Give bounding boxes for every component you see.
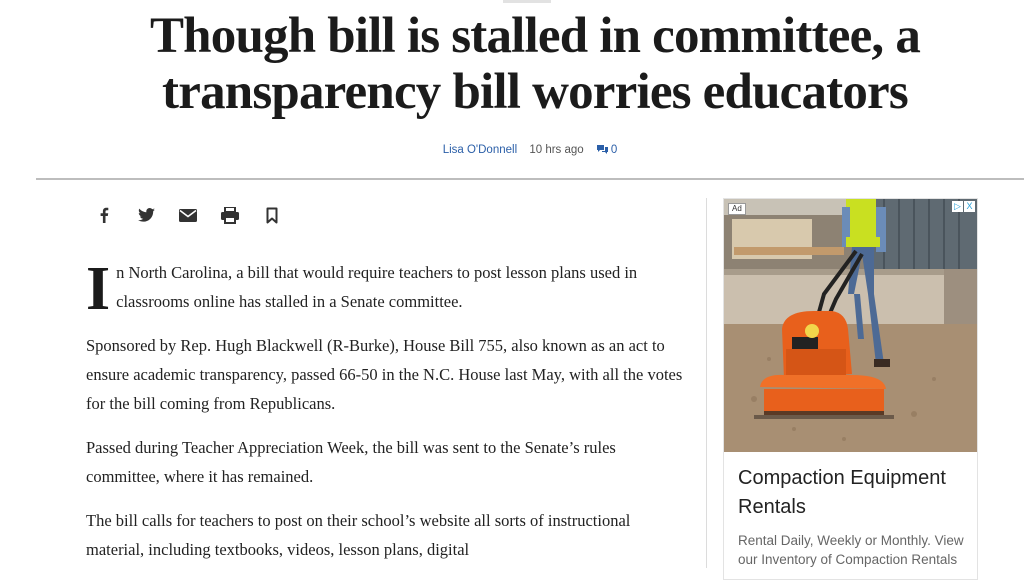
paragraph-text: n North Carolina, a bill that would require teachers to post lesson plans used in classrooms online has stalled in a Senate committee. <box>116 263 638 311</box>
byline <box>0 144 1024 156</box>
drop-cap: I <box>86 255 111 323</box>
column-divider <box>706 198 707 568</box>
article-paragraph: The bill calls for teachers to post on their school’s website all sorts of instructional material, including textbooks, videos, lesson plans, digital <box>86 511 631 559</box>
comment-count: 0 <box>610 144 618 156</box>
comment-icon <box>596 144 609 154</box>
article-headline: Though bill is stalled in committee, a transparency bill worries educators <box>149 8 921 120</box>
ad-title[interactable]: Compaction Equipment Rentals <box>738 467 946 518</box>
email-icon[interactable] <box>178 203 198 227</box>
header-divider <box>36 178 1024 180</box>
ad-description: Rental Daily, Weekly or Monthly. View our Inventory of Compaction Rentals <box>738 533 964 567</box>
author-link[interactable]: Lisa O'Donnell <box>442 144 518 156</box>
ad-choices[interactable] <box>952 201 975 212</box>
timestamp: 10 hrs ago <box>529 144 584 156</box>
facebook-icon[interactable] <box>94 203 114 227</box>
ad-close-icon[interactable]: X <box>964 201 975 212</box>
bookmark-icon[interactable] <box>262 203 282 227</box>
ad-badge: Ad <box>728 203 746 215</box>
comments-link[interactable] <box>596 144 617 156</box>
top-tab-indicator <box>503 0 551 3</box>
article-paragraph: Sponsored by Rep. Hugh Blackwell (R-Burke), House Bill 755, also known as an act to ensure academic transparency, passed 66-50 in the N.C. House last May, with all the votes for the bill coming from Republicans. <box>86 336 683 413</box>
twitter-icon[interactable] <box>136 203 156 227</box>
print-icon[interactable] <box>220 203 240 227</box>
adchoices-icon[interactable]: ▷ <box>952 201 963 212</box>
article-body <box>86 255 692 579</box>
article-paragraph: Passed during Teacher Appreciation Week, the bill was sent to the Senate’s rules committee, where it has remained. <box>86 438 616 486</box>
ad-image[interactable] <box>724 199 977 452</box>
ad-unit[interactable] <box>723 198 978 580</box>
article-paragraph <box>86 255 692 323</box>
